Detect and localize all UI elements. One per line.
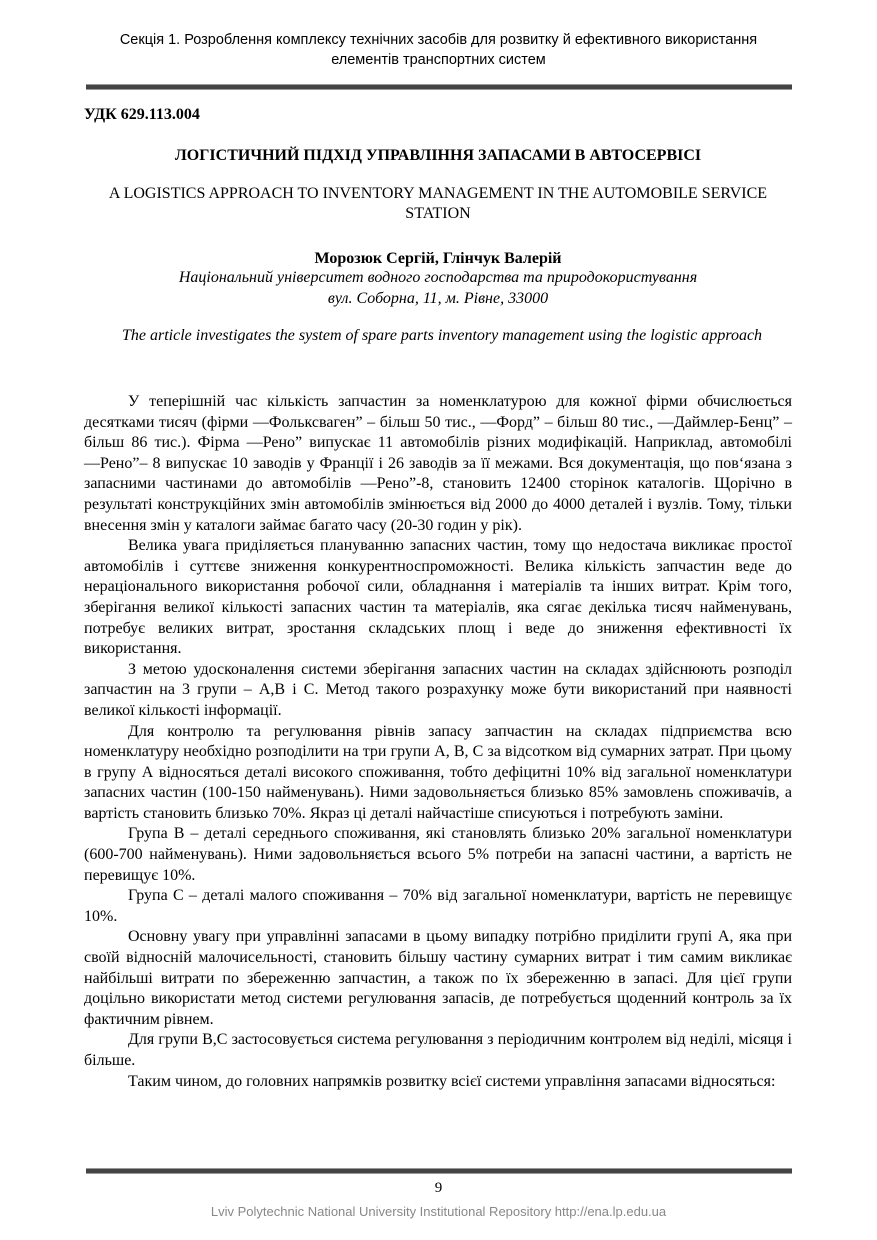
paragraph: Велика увага приділяється плануванню запасних частин, тому що недостача викликає простої автомобілів і суттєве зниження конкурентноспроможності. Велика кількість запчастин веде до нераціонального використання робочої сили, обладнання і матеріалів та інших витрат. Крім того, зберігання великої кількості запасних частин та матеріалів, яка сягає декілька тисяч найменувань, потребує великих витрат, зростання складських площ і веде до зниження ефективності їх використання.	[84, 537, 792, 658]
address: вул. Соборна, 11, м. Рівне, 33000	[327, 290, 549, 307]
page-number: 9	[434, 1180, 443, 1196]
paragraph: Для контролю та регулювання рівнів запасу запчастин на складах підприємства всю номенклатуру необхідно розподілити на три групи А, В, С за відсотком від сумарних затрат. При цьому в групу А відносяться деталі високого споживання, тобто дефіцитні 10% від загальної номенклатури запасних частин (100-150 найменувань). Ними задовольняється близько 85% замовлень споживачів, а вартість становить близько 70%. Якраз ці деталі найчастіше списуються і потребують заміни.	[84, 722, 792, 822]
body-text	[84, 392, 792, 1092]
paragraph: З метою удосконалення системи зберігання запасних частин на складах здійснюють розподіл запчастин на 3 групи – А,В і С. Метод такого розрахунку може бути використаний при наявності великої кількості інформації.	[84, 660, 792, 719]
affiliation: Національний університет водного господарства та природокористування	[178, 269, 698, 286]
paragraph: Основну увагу при управлінні запасами в цьому випадку потрібно приділити групі А, яка при своїй відносній малочисельності, становить більшу частину сумарних витрат і тим самим викликає найбільші витрати по збереженню запчастин, а також по їх збереженню в запасі. Для цієї групи доцільно використати метод системи регулювання запасів, де потребується щоденний контроль за їх фактичним рівнем.	[84, 928, 792, 1028]
authors: Морозюк Сергій, Глінчук Валерій	[314, 250, 562, 267]
udk-code: УДК 629.113.004	[84, 106, 200, 123]
abstract: The article investigates the system of spare parts inventory management using the logistic approach	[122, 327, 763, 344]
paragraph: У теперішній час кількість запчастин за номенклатурою для кожної фірми обчислюється десятками тисяч (фірми ―Фольксваген” – більш 50 тис., ―Форд” – більш 80 тис., ―Даймлер-Бенц” – більш 86 тис.). Фірма ―Рено” випускає 11 автомобілів різних модифікацій. Наприклад, автомобілі ―Рено”– 8 випускає 10 заводів у Франції і 26 заводів за її межами. Вся документація, що пов‘язана з запасними частинами до автомобілів ―Рено”-8, становить 12400 сторінок каталогів. Щорічно в результаті конструкційних змін автомобілів змінюється від 2000 до 4000 деталей і вузлів. Тому, тільки внесення змін у каталоги займає багато часу (20-30 годин у рік).	[84, 393, 792, 534]
paragraph: Група В – деталі середнього споживання, які становлять близько 20% загальної номенклатури (600-700 найменувань). Ними задовольняється всього 5% потреби на запасні частини, а вартість не перевищує 10%.	[84, 825, 792, 884]
paragraph: Для групи В,С застосовується система регулювання з періодичним контролем від неділі, місяця і більше.	[84, 1031, 792, 1069]
title-en: A LOGISTICS APPROACH TO INVENTORY MANAGEMENT IN THE AUTOMOBILE SERVICE STATION	[108, 185, 768, 222]
repository-watermark: Lviv Polytechnic National University Institutional Repository http://ena.lp.edu.ua	[210, 1204, 667, 1219]
title-ua: ЛОГІСТИЧНИЙ ПІДХІД УПРАВЛІННЯ ЗАПАСАМИ В АВТОСЕРВІСІ	[174, 147, 702, 164]
paragraph: Таким чином, до головних напрямків розвитку всієї системи управління запасами відносяться:	[128, 1072, 776, 1090]
running-header-line1: Секція 1. Розроблення комплексу технічних засобів для розвитку й ефективного використання	[119, 32, 758, 48]
running-header	[0, 30, 877, 70]
header-rule	[86, 84, 792, 90]
paragraph: Група С – деталі малого споживання – 70% від загальної номенклатури, вартість не перевищує 10%.	[84, 887, 792, 925]
footer-rule	[86, 1168, 792, 1174]
running-header-line2: елементів транспортних систем	[331, 52, 546, 68]
